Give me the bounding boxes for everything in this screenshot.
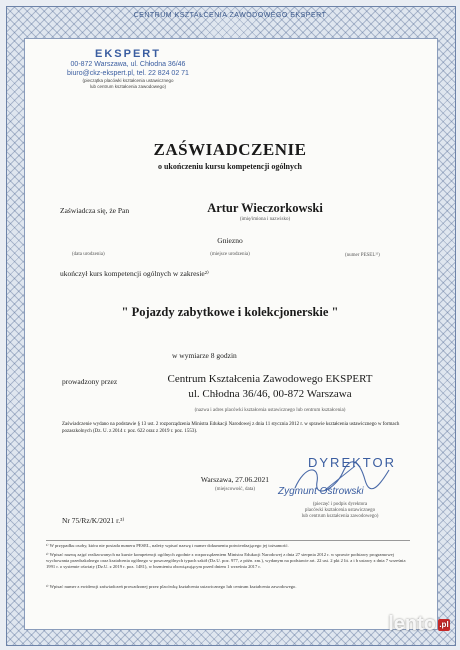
place-date-caption: (miejscowość, data): [215, 487, 255, 492]
site-watermark: [388, 613, 450, 636]
director-stamp: DYREKTOR: [308, 455, 396, 470]
footnote-divider: [46, 540, 410, 541]
birth-place-caption: (miejsce urodzenia): [210, 252, 250, 257]
birth-place: Gniezno: [217, 236, 243, 245]
institution-caption: (nazwa i adres placówki kształcenia ustawicznego lub centrum kształcenia): [194, 408, 346, 413]
place-date: Warszawa, 27.06.2021: [200, 475, 270, 484]
birth-date-caption: (data urodzenia): [72, 252, 105, 257]
name-caption: (imię/imiona i nazwisko): [239, 217, 291, 222]
duration-unit: godzin: [216, 351, 237, 360]
footnote-1: ¹⁾ W przypadku osoby, która nie posiada numeru PESEL, należy wpisać nazwę i numer dokumentu potwierdzającego jej tożsamość.: [46, 543, 289, 548]
border-band-text: CENTRUM KSZTAŁCENIA ZAWODOWEGO EKSPERT: [133, 12, 327, 19]
institution-line-2: ul. Chłodna 36/46, 00-872 Warszawa: [188, 388, 352, 400]
completed-text: ukończył kurs kompetencji ogólnych w zakresie²⁾: [60, 269, 209, 278]
certificate-subtitle: o ukończeniu kursu kompetencji ogólnych: [157, 162, 303, 171]
person-name: Artur Wieczorkowski: [207, 201, 323, 215]
certificate-inner-area: [24, 38, 438, 630]
certificate-number: Nr 75/Rz/K/2021 r.³⁾: [62, 516, 125, 525]
stamp-address: 00-872 Warszawa, ul. Chłodna 36/46: [70, 61, 186, 68]
pesel-caption: (numer PESEL¹⁾): [345, 253, 380, 258]
watermark-text: lento: [388, 613, 436, 635]
director-caption: [280, 502, 400, 520]
stamp-name: EKSPERT: [95, 48, 161, 60]
stamp-caption-2: lub centrum kształcenia zawodowego): [89, 84, 167, 89]
stamp-contact: biuro@ckz-ekspert.pl, tel. 22 824 02 71: [67, 70, 189, 77]
conducted-label: prowadzony przez: [62, 377, 118, 386]
director-caption-3: lub centrum kształcenia zawodowego): [301, 514, 379, 519]
watermark-suffix: .pl: [439, 619, 449, 629]
director-name: Zygmunt Ostrowski: [278, 486, 364, 497]
legal-basis: Zaświadczenie wydano na podstawie § 13 ust. 2 rozporządzenia Ministra Edukacji Narodowej z dnia 11 stycznia 2012 r. w sprawie kształcenia ustawicznego w formach pozaszkolnych (Dz. U. z 2014 r. poz. 622 oraz z 2019 r. poz. 1553).: [62, 422, 400, 434]
director-caption-2: placówki kształcenia ustawicznego: [304, 508, 376, 513]
institution-line-1: Centrum Kształcenia Zawodowego EKSPERT: [167, 373, 373, 385]
attests-text: Zaświadcza się, że Pan: [60, 206, 130, 215]
footnote-3: ³⁾ Wpisać numer z ewidencji zaświadczeń prowadzonej przez placówkę kształcenia ustawicznego lub centrum kształcenia zawodowego.: [46, 584, 297, 589]
institution-stamp: [38, 48, 218, 90]
duration-value: 8: [210, 351, 215, 360]
duration: [172, 351, 237, 360]
footnote-2: ²⁾ Wpisać nazwę zajęć realizowanych na kursie kompetencji ogólnych zgodnie z rozporządzeniem Ministra Edukacji Narodowej z dnia 27 sierpnia 2012 r. w sprawie podstawy programowej wychowania przedszkolnego oraz kształcenia ogólnego w poszczególnych typach szkół (Dz.U. poz. 977, z późn. zm.), wydanym na podstawie art. 22 ust. 2 pkt 2 lit. a i b ustawy z dnia 7 września 1991 r. o systemie oświaty (Dz.U. z 2019 r. poz. 1481), w brzmieniu obowiązującym przed dniem 1 września 2017 r.: [46, 552, 406, 569]
course-name: " Pojazdy zabytkowe i kolekcjonerskie ": [121, 305, 339, 319]
duration-label: w wymiarze: [172, 351, 209, 360]
stamp-caption-1: (pieczątka placówki kształcenia ustawicznego: [82, 78, 174, 83]
director-caption-1: (pieczęć i podpis dyrektora: [312, 502, 368, 507]
certificate-title: ZAŚWIADCZENIE: [153, 140, 307, 159]
